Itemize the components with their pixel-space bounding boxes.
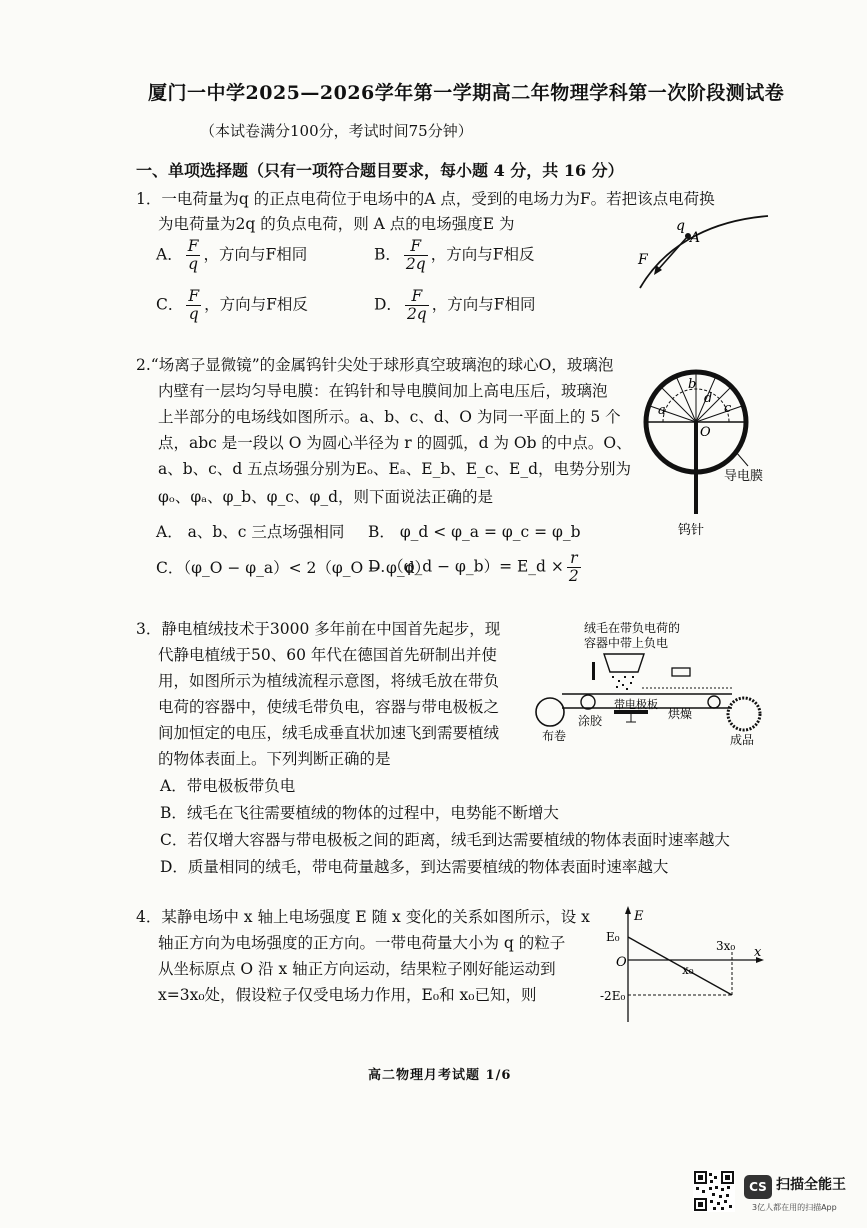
q3-line-4: 电荷的容器中，使绒毛带负电，容器与带电极板之 (158, 698, 500, 716)
exam-title: 厦门一中学2025—2026学年第一学期高二年物理学科第一次阶段测试卷 (148, 82, 785, 104)
glue-roller (581, 695, 595, 709)
fiber-container (604, 654, 644, 672)
fig-caption-2: 容器中带上负电 (584, 636, 669, 650)
exam-subtitle: （本试卷满分100分，考试时间75分钟） (200, 122, 473, 140)
q2-line-6: φₒ、φₐ、φ_b、φ_c、φ_d，则下面说法正确的是 (158, 488, 493, 506)
q1-option-b-label: B． (374, 245, 401, 264)
q2-option-d (368, 550, 584, 585)
cloth-roll (536, 698, 564, 726)
q3-line-1: 3．静电植绒技术于3000 多年前在中国首先起步，现 (136, 620, 501, 638)
fig-label-3x0: 3x₀ (716, 939, 736, 953)
qr-code-icon (693, 1170, 735, 1212)
q2-line-2: 内壁有一层均匀导电膜：在钨针和导电膜间加上高电压后，玻璃泡 (158, 382, 608, 400)
page-footer: 高二物理月考试题 1/6 (368, 1068, 512, 1083)
fig-label-e: E (634, 909, 644, 924)
fig-label-d: d (704, 391, 713, 406)
q3-flocking-process-figure (532, 616, 772, 751)
q4-line-2: 轴正方向为电场强度的正方向。一带电荷量大小为 q 的粒子 (158, 934, 566, 952)
fig-label-plate: 带电极板 (614, 698, 658, 711)
field-line (662, 388, 696, 422)
q2-field-ion-microscope-figure (636, 362, 776, 542)
fig-label-cloth: 布卷 (542, 729, 567, 743)
fig-label-a: A (690, 230, 701, 246)
q3-option-b: B．绒毛在飞往需要植绒的物体的过程中，电势能不断增大 (160, 804, 559, 822)
dryer-cover (672, 668, 690, 676)
q3-option-a: A．带电极板带负电 (160, 777, 296, 795)
q2-line-4: 点，abc 是一段以 O 为圆心半径为 r 的圆弧，d 为 Ob 的中点。O、 (158, 434, 632, 452)
q1-option-a-fraction: $\frac{F}{q}$ (187, 237, 199, 273)
field-line (640, 216, 768, 288)
q2-option-a: A． a、b、c 三点场强相同 (156, 523, 345, 541)
q1-option-a-label: A． (156, 245, 183, 264)
q1-option-d-text: ，方向与F相同 (431, 295, 536, 314)
q1-option-a-text: ，方向与F相同 (203, 245, 308, 264)
fig-label-e0: E₀ (606, 930, 620, 944)
fig-label-minus-2e0: -2E₀ (600, 989, 626, 1003)
field-line (696, 406, 742, 422)
q1-option-d-label: D． (374, 295, 402, 314)
q1-field-line-figure (628, 210, 778, 295)
fig-label-film: 导电膜 (724, 469, 764, 484)
q1-option-d (374, 288, 536, 323)
fig-label-x: x (754, 945, 762, 960)
fig-label-o: O (700, 425, 711, 440)
q3-option-c: C．若仅增大容器与带电极板之间的距离，绒毛到达需要植绒的物体表面时速率越大 (160, 831, 730, 849)
q2-option-d-text: D．（φ_d − φ_b）= E_d × (368, 557, 564, 576)
q2-line-3: 上半部分的电场线如图所示。a、b、c、d、O 为同一平面上的 5 个 (158, 408, 621, 426)
fig-label-b: b (688, 377, 697, 392)
q2-option-b: B． φ_d < φ_a = φ_c = φ_b (368, 523, 581, 541)
q3-line-6: 的物体表面上。下列判断正确的是 (158, 750, 391, 768)
tungsten-needle (694, 422, 698, 514)
q1-option-c (156, 288, 308, 323)
q1-option-d-fraction: $\frac{F}{2q}$ (406, 287, 427, 323)
fig-label-o: O (616, 955, 627, 970)
fig-label-f: F (638, 252, 648, 268)
force-arrow (656, 236, 688, 272)
fig-label-product: 成品 (730, 733, 755, 747)
q2-line-1: 2.“场离子显微镜”的金属钨针尖处于球形真空玻璃泡的球心O，玻璃泡 (136, 356, 614, 374)
q1-line-2: 为电荷量为2q 的负点电荷，则 A 点的电场强度E 为 (158, 215, 515, 233)
q1-option-b-text: ，方向与F相反 (430, 245, 535, 264)
q4-line-4: x=3x₀处，假设粒子仅受电场力作用，E₀和 x₀已知，则 (158, 986, 537, 1004)
scanner-app-name: 扫描全能王 (776, 1177, 846, 1193)
guide-roller (708, 696, 720, 708)
q3-line-2: 代静电植绒于50、60 年代在德国首先研制出并使 (158, 646, 497, 664)
q1-line-1: 1．一电荷量为q 的正点电荷位于电场中的A 点，受到的电场力为F。若把该点电荷换 (136, 190, 715, 208)
fiber-particles (612, 676, 634, 690)
fig-label-glue: 涂胶 (578, 714, 603, 728)
fig-label-dry: 烘燥 (668, 707, 693, 721)
e-axis-arrow (625, 906, 631, 914)
field-line (650, 406, 696, 422)
q4-e-x-graph (596, 904, 772, 1030)
section-heading: 一、单项选择题（只有一项符合题目要求，每小题 4 分，共 16 分） (136, 161, 624, 180)
q1-option-b (374, 238, 534, 273)
scanner-logo-icon: CS (744, 1175, 772, 1199)
product-roll (728, 698, 760, 730)
film-pointer (736, 452, 748, 466)
container-wall (592, 662, 595, 680)
q3-line-5: 间加恒定的电压，绒毛成垂直状加速飞到需要植绒 (158, 724, 500, 742)
q1-option-b-fraction: $\frac{F}{2q}$ (405, 237, 426, 273)
q2-option-c: C．（φ_O − φ_a）< 2（φ_O − φ_d） (156, 559, 431, 577)
q1-option-a (156, 238, 307, 273)
fig-label-c: c (724, 401, 732, 416)
fig-label-x0: x₀ (682, 963, 694, 977)
q4-line-3: 从坐标原点 O 沿 x 轴正方向运动，结果粒子刚好能运动到 (158, 960, 556, 978)
q1-option-c-text: ，方向与F相反 (204, 295, 308, 314)
q2-option-d-fraction: $\frac{r}{2}$ (568, 549, 579, 585)
fig-label-a: a (658, 403, 666, 418)
q1-option-c-label: C． (156, 295, 184, 314)
q3-option-d: D．质量相同的绒毛，带电荷量越多，到达需要植绒的物体表面时速率越大 (160, 858, 669, 876)
q4-line-1: 4．某静电场中 x 轴上电场强度 E 随 x 变化的关系如图所示，设 x (136, 908, 590, 926)
q3-line-3: 用，如图所示为植绒流程示意图，将绒毛放在带负 (158, 672, 500, 690)
fig-label-needle: 钨针 (678, 523, 705, 538)
q2-line-5: a、b、c、d 五点场强分别为Eₒ、Eₐ、E_b、E_c、E_d，电势分别为 (158, 460, 631, 478)
q1-option-c-fraction: $\frac{F}{q}$ (188, 287, 200, 323)
fig-caption-1: 绒毛在带负电荷的 (584, 621, 681, 635)
fig-label-q: q (676, 218, 685, 234)
scanner-app-tagline: 3亿人都在用的扫描App (752, 1203, 837, 1212)
